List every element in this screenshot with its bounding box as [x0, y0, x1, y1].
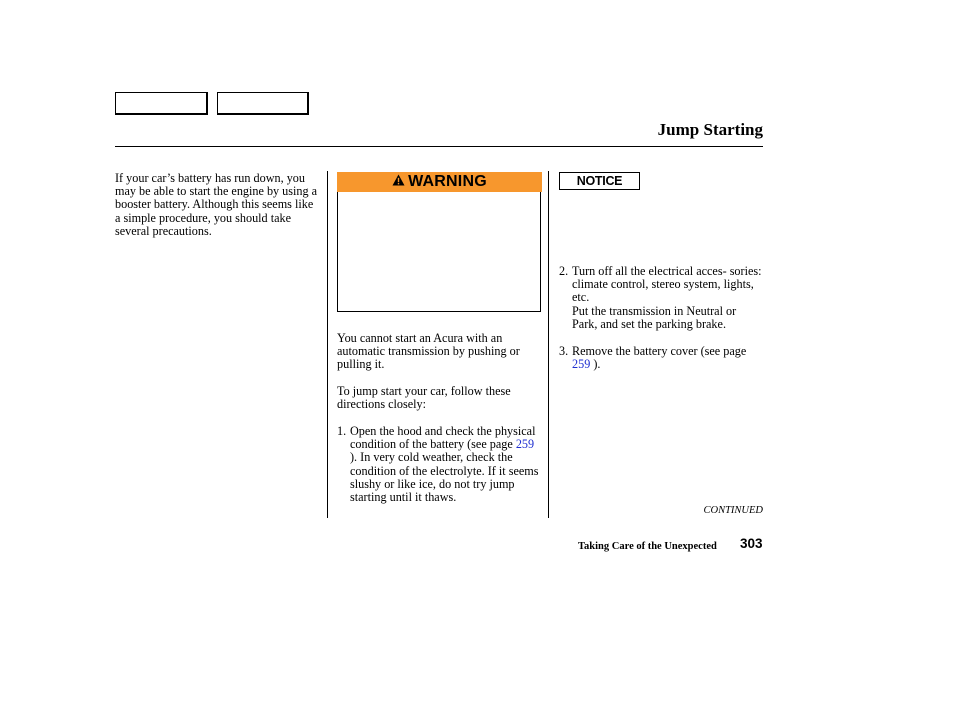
step-2 [559, 265, 764, 331]
continued-label: CONTINUED [703, 505, 763, 516]
paragraph-automatic-transmission: You cannot start an Acura with an automatic transmission by pushing or pulling it. [337, 331, 520, 372]
step-number: 2. [559, 264, 569, 278]
intro-paragraph: If your car’s battery has run down, you may be able to start the engine by using a booster battery. Although this seems like a simple procedure, you should take several precautions. [115, 171, 318, 238]
notice-label: NOTICE [559, 172, 640, 190]
step-number: 1. [337, 424, 347, 438]
page-link-259[interactable]: 259 [572, 357, 591, 372]
nav-button-next[interactable] [217, 92, 309, 115]
column-divider-1 [327, 171, 328, 518]
page-link-259[interactable]: 259 [515, 437, 535, 452]
step-3 [559, 345, 764, 371]
step-text: Remove the battery cover (see page 259 ). [572, 344, 747, 372]
warning-header [337, 172, 542, 192]
step-text: Open the hood and check the physical condition of the battery (see page 259 ). In very cold weather, check the condition of the electrolyte. If it seems slushy or like ice, do not try jump starting until it thaws. [350, 424, 539, 505]
page-number: 303 [740, 536, 763, 551]
step-1 [337, 425, 543, 504]
step-text: Turn off all the electrical acces- sories: climate control, stereo system, lights, etc. Put the transmission in Neutral or Park, and set the parking brake. [572, 264, 762, 331]
step-number: 3. [559, 344, 569, 358]
column-divider-2 [548, 171, 549, 518]
warning-triangle-icon [392, 173, 405, 191]
paragraph-directions: To jump start your car, follow these directions closely: [337, 384, 511, 412]
page-title: Jump Starting [657, 120, 763, 139]
nav-button-previous[interactable] [115, 92, 208, 115]
footer-section-title: Taking Care of the Unexpected [578, 541, 717, 552]
header-rule [115, 146, 763, 147]
warning-label: WARNING [408, 173, 487, 190]
warning-box [337, 192, 541, 312]
